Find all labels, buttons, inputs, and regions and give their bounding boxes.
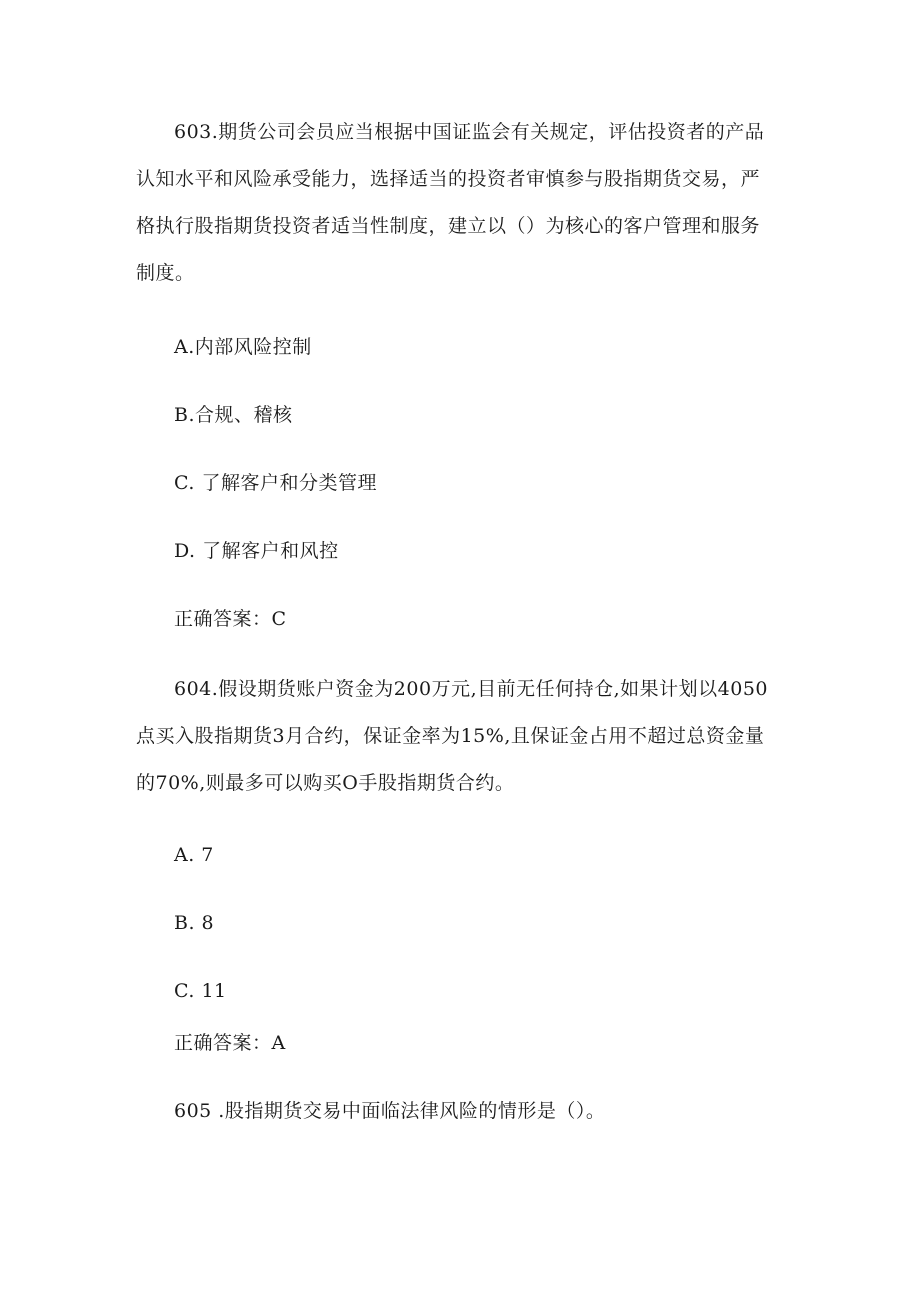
question-stem-line: 604.假设期货账户资金为200万元,目前无任何持仓,如果计划以4050 <box>174 678 769 700</box>
question-stem-line: 605 .股指期货交易中面临法律风险的情形是（）。 <box>174 1100 606 1122</box>
question-stem-line: 格执行股指期货投资者适当性制度，建立以（）为核心的客户管理和服务 <box>136 215 761 237</box>
question-stem-line: 603.期货公司会员应当根据中国证监会有关规定，评估投资者的产品 <box>174 121 765 143</box>
question-stem-line: 制度。 <box>136 262 195 284</box>
option-c: C. 了解客户和分类管理 <box>174 472 377 494</box>
option-a: A.内部风险控制 <box>174 336 312 358</box>
option-b: B. 8 <box>174 912 215 934</box>
question-stem-line: 认知水平和风险承受能力，选择适当的投资者审慎参与股指期货交易，严 <box>136 168 761 190</box>
question-stem-line: 的70%,则最多可以购买O手股指期货合约。 <box>136 772 515 794</box>
option-a: A. 7 <box>174 844 214 866</box>
correct-answer: 正确答案：A <box>174 1032 286 1054</box>
option-c: C. 11 <box>174 980 227 1002</box>
option-d: D. 了解客户和风控 <box>174 540 339 562</box>
correct-answer: 正确答案：C <box>174 608 287 630</box>
question-stem-line: 点买入股指期货3月合约，保证金率为15%,且保证金占用不超过总资金量 <box>136 725 765 747</box>
option-b: B.合规、稽核 <box>174 404 293 426</box>
